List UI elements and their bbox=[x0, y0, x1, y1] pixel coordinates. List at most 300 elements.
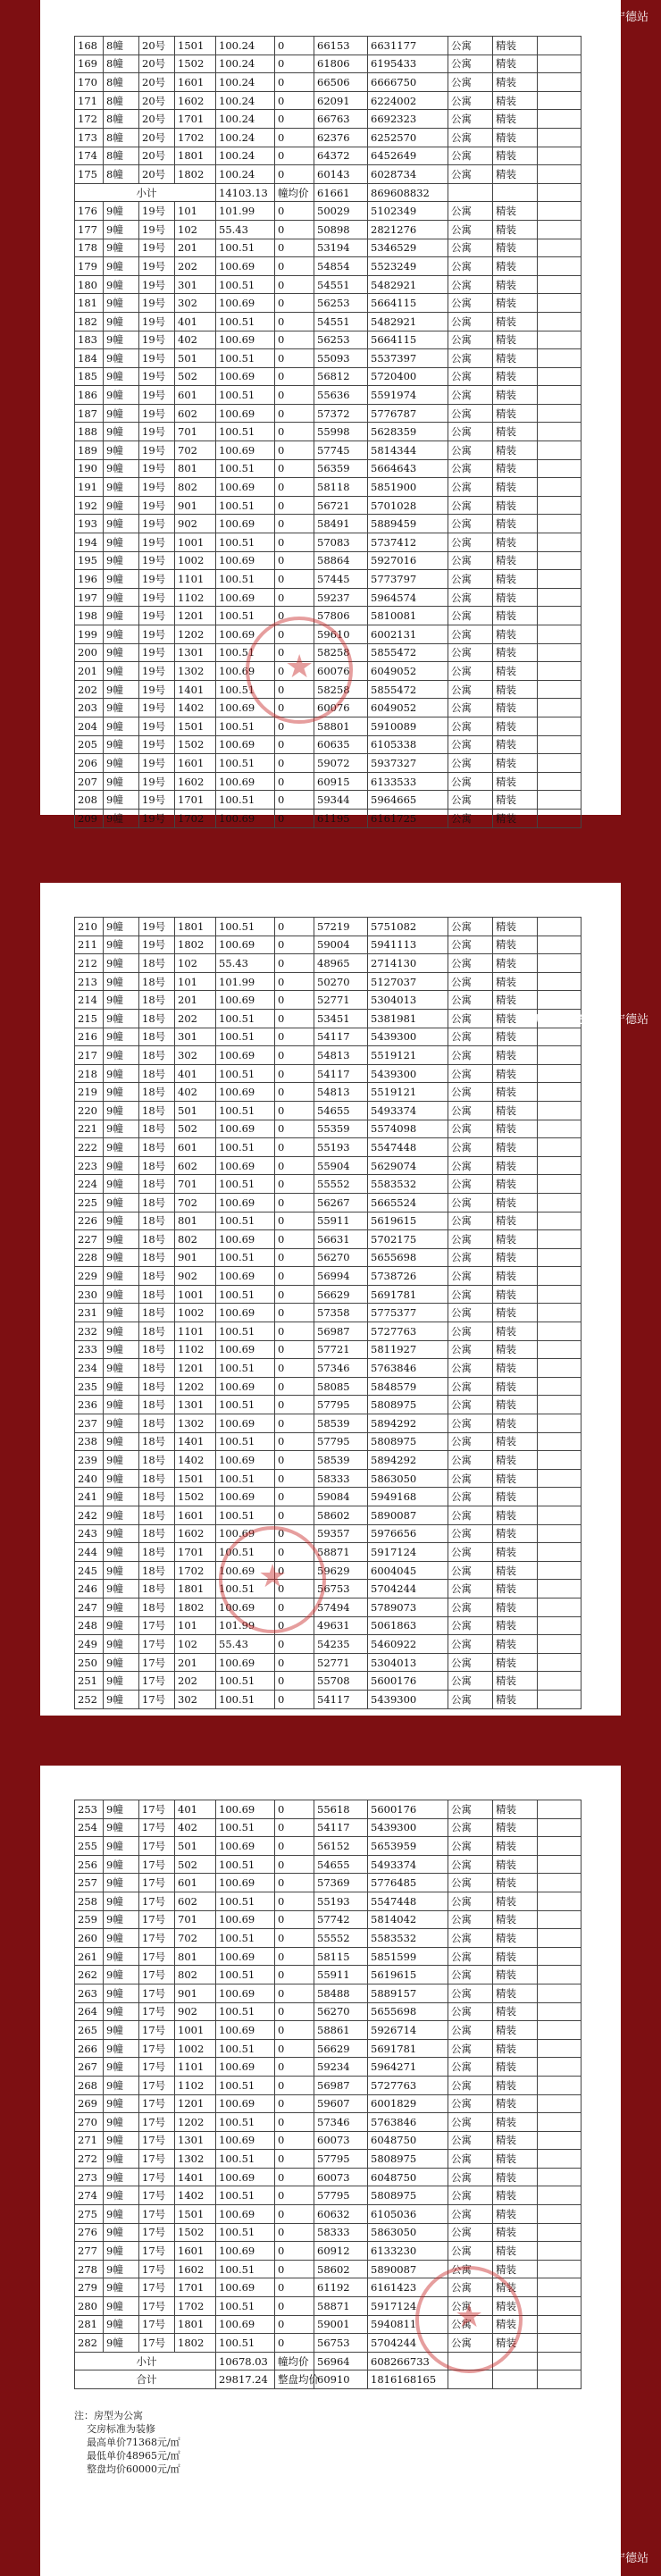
table-cell: 280 bbox=[75, 2297, 104, 2316]
table-cell: 5808975 bbox=[368, 2150, 448, 2169]
table-cell: 59072 bbox=[314, 754, 368, 773]
table-cell: 18号 bbox=[139, 1120, 175, 1138]
table-cell: 55998 bbox=[314, 423, 368, 441]
table-cell: 18号 bbox=[139, 1506, 175, 1525]
table-cell: 0 bbox=[275, 1892, 314, 1910]
table-cell: 18号 bbox=[139, 1340, 175, 1359]
table-row bbox=[75, 1175, 582, 1194]
table-cell: 精装 bbox=[493, 1359, 538, 1378]
table-cell bbox=[538, 1929, 582, 1948]
table-cell: 66153 bbox=[314, 37, 368, 55]
table-cell: 精装 bbox=[493, 1488, 538, 1506]
table-row bbox=[75, 1009, 582, 1028]
table-cell: 5519121 bbox=[368, 1046, 448, 1065]
table-cell: 0 bbox=[275, 1653, 314, 1672]
table-cell: 18号 bbox=[139, 1543, 175, 1562]
table-cell: 0 bbox=[275, 809, 314, 827]
table-cell: 100.69 bbox=[216, 1046, 275, 1065]
table-cell: 0 bbox=[275, 2168, 314, 2186]
table-cell: 9幢 bbox=[104, 2150, 139, 2169]
table-cell: 100.51 bbox=[216, 1672, 275, 1691]
table-cell bbox=[538, 772, 582, 791]
table-cell: 0 bbox=[275, 954, 314, 973]
table-cell: 公寓 bbox=[448, 1488, 493, 1506]
table-cell: 1802 bbox=[175, 2334, 216, 2353]
table-cell bbox=[538, 2205, 582, 2224]
table-cell bbox=[538, 2150, 582, 2169]
table-cell: 100.24 bbox=[216, 37, 275, 55]
table-cell: 1002 bbox=[175, 1304, 216, 1322]
table-cell: 公寓 bbox=[448, 1212, 493, 1230]
table-cell: 100.69 bbox=[216, 2021, 275, 2040]
table-cell: 0 bbox=[275, 1248, 314, 1267]
table-cell: 100.51 bbox=[216, 717, 275, 735]
table-cell: 208 bbox=[75, 791, 104, 810]
table-row bbox=[75, 147, 582, 165]
table-cell: 公寓 bbox=[448, 1451, 493, 1470]
table-cell: 100.69 bbox=[216, 2315, 275, 2334]
table-cell: 精装 bbox=[493, 1855, 538, 1874]
table-cell: 0 bbox=[275, 2278, 314, 2297]
table-cell: 196 bbox=[75, 570, 104, 589]
table-cell: 54655 bbox=[314, 1855, 368, 1874]
table-cell: 精装 bbox=[493, 128, 538, 147]
table-cell: 5720400 bbox=[368, 367, 448, 386]
table-cell: 1601 bbox=[175, 754, 216, 773]
table-cell: 58118 bbox=[314, 478, 368, 497]
table-cell: 55904 bbox=[314, 1156, 368, 1175]
table-row bbox=[75, 791, 582, 810]
table-cell: 9幢 bbox=[104, 607, 139, 625]
table-cell: 0 bbox=[275, 386, 314, 405]
table-cell: 57721 bbox=[314, 1340, 368, 1359]
table-cell: 0 bbox=[275, 257, 314, 276]
table-cell: 100.69 bbox=[216, 1267, 275, 1286]
table-cell: 18号 bbox=[139, 1432, 175, 1451]
table-cell: 精装 bbox=[493, 515, 538, 533]
table-cell: 100.69 bbox=[216, 1304, 275, 1322]
subtotal-avg-label: 幢均价 bbox=[275, 2352, 314, 2370]
table-cell: 100.51 bbox=[216, 386, 275, 405]
table-cell: 1301 bbox=[175, 1396, 216, 1414]
table-cell: 19号 bbox=[139, 257, 175, 276]
table-cell: 9幢 bbox=[104, 1653, 139, 1672]
table-cell: 0 bbox=[275, 1543, 314, 1562]
table-cell: 公寓 bbox=[448, 717, 493, 735]
table-cell: 公寓 bbox=[448, 1635, 493, 1654]
table-cell: 100.51 bbox=[216, 2260, 275, 2278]
table-cell: 0 bbox=[275, 1580, 314, 1598]
table-cell: 66506 bbox=[314, 73, 368, 92]
table-cell: 0 bbox=[275, 55, 314, 73]
table-cell: 54813 bbox=[314, 1083, 368, 1102]
table-cell: 5808975 bbox=[368, 1432, 448, 1451]
table-cell: 公寓 bbox=[448, 662, 493, 681]
table-cell: 602 bbox=[175, 1156, 216, 1175]
table-cell: 0 bbox=[275, 551, 314, 570]
table-cell: 901 bbox=[175, 1248, 216, 1267]
table-cell: 精装 bbox=[493, 1340, 538, 1359]
table-cell: 54813 bbox=[314, 1046, 368, 1065]
table-cell: 精装 bbox=[493, 220, 538, 239]
table-cell bbox=[538, 2334, 582, 2353]
table-cell: 18号 bbox=[139, 1028, 175, 1046]
table-cell: 58488 bbox=[314, 1984, 368, 2002]
table-cell: 183 bbox=[75, 331, 104, 349]
table-cell: 5810081 bbox=[368, 607, 448, 625]
table-cell: 5917124 bbox=[368, 1543, 448, 1562]
table-cell: 54117 bbox=[314, 1064, 368, 1083]
table-cell: 502 bbox=[175, 1855, 216, 1874]
table-cell: 57346 bbox=[314, 1359, 368, 1378]
table-cell: 1801 bbox=[175, 147, 216, 165]
subtotal-label: 小计 bbox=[75, 183, 216, 202]
table-cell: 702 bbox=[175, 1193, 216, 1212]
table-cell: 100.51 bbox=[216, 1009, 275, 1028]
table-cell: 6048750 bbox=[368, 2131, 448, 2150]
table-row bbox=[75, 73, 582, 92]
table-cell: 184 bbox=[75, 349, 104, 368]
table-cell: 6133533 bbox=[368, 772, 448, 791]
table-cell: 19号 bbox=[139, 918, 175, 936]
table-cell: 100.69 bbox=[216, 1653, 275, 1672]
table-cell: 18号 bbox=[139, 1285, 175, 1304]
table-cell: 0 bbox=[275, 220, 314, 239]
table-cell: 精装 bbox=[493, 2058, 538, 2077]
table-cell: 1602 bbox=[175, 772, 216, 791]
table-row bbox=[75, 2113, 582, 2132]
table-cell: 100.51 bbox=[216, 533, 275, 552]
table-cell: 1601 bbox=[175, 73, 216, 92]
table-cell: 267 bbox=[75, 2058, 104, 2077]
table-cell: 9幢 bbox=[104, 2223, 139, 2242]
table-cell: 601 bbox=[175, 1874, 216, 1892]
table-cell: 102 bbox=[175, 1635, 216, 1654]
table-cell: 公寓 bbox=[448, 2094, 493, 2113]
table-cell: 5664643 bbox=[368, 459, 448, 478]
table-cell bbox=[538, 239, 582, 257]
table-cell bbox=[538, 625, 582, 644]
table-cell: 56987 bbox=[314, 2076, 368, 2094]
table-cell: 1101 bbox=[175, 2058, 216, 2077]
table-cell: 17号 bbox=[139, 2242, 175, 2261]
table-cell: 50270 bbox=[314, 972, 368, 991]
table-cell: 17号 bbox=[139, 1892, 175, 1910]
table-cell: 187 bbox=[75, 404, 104, 423]
table-cell: 501 bbox=[175, 1101, 216, 1120]
table-cell: 公寓 bbox=[448, 607, 493, 625]
table-cell: 56152 bbox=[314, 1837, 368, 1856]
table-cell: 5482921 bbox=[368, 275, 448, 294]
table-cell: 200 bbox=[75, 643, 104, 662]
table-cell: 209 bbox=[75, 809, 104, 827]
table-cell: 0 bbox=[275, 2039, 314, 2058]
table-cell: 19号 bbox=[139, 809, 175, 827]
table-cell: 17号 bbox=[139, 2168, 175, 2186]
table-cell: 9幢 bbox=[104, 1414, 139, 1433]
table-cell: 9幢 bbox=[104, 1966, 139, 1984]
table-cell: 精装 bbox=[493, 2278, 538, 2297]
table-cell: 精装 bbox=[493, 791, 538, 810]
table-cell: 100.51 bbox=[216, 1285, 275, 1304]
table-cell: 100.69 bbox=[216, 1488, 275, 1506]
table-row bbox=[75, 386, 582, 405]
table-cell: 公寓 bbox=[448, 991, 493, 1010]
table-cell bbox=[538, 1598, 582, 1616]
subtotal-avg: 56964 bbox=[314, 2352, 368, 2370]
table-cell: 1301 bbox=[175, 2131, 216, 2150]
table-cell: 0 bbox=[275, 1064, 314, 1083]
table-row bbox=[75, 1874, 582, 1892]
table-cell: 0 bbox=[275, 1359, 314, 1378]
table-cell: 100.51 bbox=[216, 2223, 275, 2242]
table-cell: 100.51 bbox=[216, 312, 275, 331]
table-cell: 57806 bbox=[314, 607, 368, 625]
table-cell: 5653959 bbox=[368, 1837, 448, 1856]
table-cell: 1001 bbox=[175, 2021, 216, 2040]
table-cell: 1702 bbox=[175, 1561, 216, 1580]
table-cell: 55193 bbox=[314, 1892, 368, 1910]
table-cell: 1702 bbox=[175, 809, 216, 827]
table-row bbox=[75, 1469, 582, 1488]
table-cell: 精装 bbox=[493, 257, 538, 276]
table-cell: 5894292 bbox=[368, 1414, 448, 1433]
table-cell: 100.69 bbox=[216, 588, 275, 607]
table-cell: 58871 bbox=[314, 2297, 368, 2316]
table-cell bbox=[538, 367, 582, 386]
document-page-2 bbox=[40, 883, 621, 1716]
table-cell: 1801 bbox=[175, 1580, 216, 1598]
table-cell bbox=[538, 1138, 582, 1157]
table-cell: 100.51 bbox=[216, 570, 275, 589]
table-cell: 60076 bbox=[314, 662, 368, 681]
table-cell: 5665524 bbox=[368, 1193, 448, 1212]
table-cell: 1502 bbox=[175, 735, 216, 754]
table-cell: 公寓 bbox=[448, 643, 493, 662]
table-row bbox=[75, 772, 582, 791]
table-cell: 0 bbox=[275, 918, 314, 936]
table-cell: 0 bbox=[275, 515, 314, 533]
table-cell: 9幢 bbox=[104, 1837, 139, 1856]
table-cell: 178 bbox=[75, 239, 104, 257]
table-cell: 9幢 bbox=[104, 1855, 139, 1874]
subtotal-label: 小计 bbox=[75, 2352, 216, 2370]
table-cell: 100.69 bbox=[216, 2131, 275, 2150]
table-cell: 精装 bbox=[493, 680, 538, 699]
table-cell: 100.69 bbox=[216, 1598, 275, 1616]
table-cell: 1301 bbox=[175, 643, 216, 662]
table-cell: 精装 bbox=[493, 1083, 538, 1102]
table-cell: 19号 bbox=[139, 588, 175, 607]
table-cell: 168 bbox=[75, 37, 104, 55]
table-cell: 0 bbox=[275, 607, 314, 625]
table-cell: 100.69 bbox=[216, 1340, 275, 1359]
table-cell: 精装 bbox=[493, 2205, 538, 2224]
table-cell: 701 bbox=[175, 423, 216, 441]
table-cell: 100.51 bbox=[216, 1175, 275, 1194]
table-cell: 2821276 bbox=[368, 220, 448, 239]
table-cell: 100.51 bbox=[216, 2076, 275, 2094]
table-cell: 20号 bbox=[139, 147, 175, 165]
table-cell: 193 bbox=[75, 515, 104, 533]
table-cell: 18号 bbox=[139, 1138, 175, 1157]
table-cell: 58258 bbox=[314, 643, 368, 662]
table-cell: 9幢 bbox=[104, 367, 139, 386]
table-row bbox=[75, 367, 582, 386]
table-cell: 5763846 bbox=[368, 1359, 448, 1378]
table-cell: 6105338 bbox=[368, 735, 448, 754]
table-cell: 100.69 bbox=[216, 331, 275, 349]
table-cell bbox=[538, 662, 582, 681]
table-cell: 58491 bbox=[314, 515, 368, 533]
table-cell: 0 bbox=[275, 165, 314, 184]
table-cell: 263 bbox=[75, 1984, 104, 2002]
table-cell: 公寓 bbox=[448, 1506, 493, 1525]
table-cell: 57494 bbox=[314, 1598, 368, 1616]
table-cell: 精装 bbox=[493, 991, 538, 1010]
table-cell: 公寓 bbox=[448, 331, 493, 349]
table-cell: 公寓 bbox=[448, 1690, 493, 1708]
table-row bbox=[75, 2186, 582, 2205]
table-cell: 8幢 bbox=[104, 165, 139, 184]
table-cell: 公寓 bbox=[448, 1396, 493, 1414]
table-cell: 59357 bbox=[314, 1524, 368, 1543]
table-cell: 56629 bbox=[314, 1285, 368, 1304]
table-cell: 精装 bbox=[493, 496, 538, 515]
table-cell: 1402 bbox=[175, 2186, 216, 2205]
table-cell: 精装 bbox=[493, 1101, 538, 1120]
table-cell: 237 bbox=[75, 1414, 104, 1433]
table-cell bbox=[538, 1506, 582, 1525]
table-cell: 1801 bbox=[175, 918, 216, 936]
table-cell: 100.51 bbox=[216, 1818, 275, 1837]
table-cell: 0 bbox=[275, 2002, 314, 2021]
table-cell: 5493374 bbox=[368, 1101, 448, 1120]
table-cell: 201 bbox=[175, 239, 216, 257]
table-cell: 64372 bbox=[314, 147, 368, 165]
table-cell: 0 bbox=[275, 1009, 314, 1028]
table-cell: 0 bbox=[275, 91, 314, 110]
table-cell: 5941113 bbox=[368, 936, 448, 954]
table-cell bbox=[538, 1414, 582, 1433]
table-cell: 0 bbox=[275, 1947, 314, 1966]
table-cell: 0 bbox=[275, 404, 314, 423]
table-cell: 100.24 bbox=[216, 91, 275, 110]
table-cell: 9幢 bbox=[104, 1929, 139, 1948]
table-cell: 精装 bbox=[493, 2002, 538, 2021]
table-cell: 0 bbox=[275, 1837, 314, 1856]
table-cell: 9幢 bbox=[104, 1322, 139, 1341]
table-cell bbox=[538, 735, 582, 754]
table-cell: 公寓 bbox=[448, 1285, 493, 1304]
table-cell: 精装 bbox=[493, 625, 538, 644]
table-cell: 0 bbox=[275, 1874, 314, 1892]
table-cell: 0 bbox=[275, 2242, 314, 2261]
table-cell: 公寓 bbox=[448, 1837, 493, 1856]
table-cell: 100.69 bbox=[216, 1524, 275, 1543]
table-cell: 9幢 bbox=[104, 551, 139, 570]
table-cell: 5964574 bbox=[368, 588, 448, 607]
table-cell: 9幢 bbox=[104, 754, 139, 773]
table-cell: 100.69 bbox=[216, 699, 275, 717]
table-row bbox=[75, 1947, 582, 1966]
table-cell: 100.51 bbox=[216, 349, 275, 368]
table-cell: 公寓 bbox=[448, 2021, 493, 2040]
table-cell: 258 bbox=[75, 1892, 104, 1910]
table-cell: 5949168 bbox=[368, 1488, 448, 1506]
table-cell: 0 bbox=[275, 1267, 314, 1286]
table-row bbox=[75, 2150, 582, 2169]
table-cell: 100.69 bbox=[216, 1837, 275, 1856]
table-cell: 18号 bbox=[139, 1009, 175, 1028]
table-cell: 60632 bbox=[314, 2205, 368, 2224]
table-cell: 18号 bbox=[139, 1267, 175, 1286]
table-row bbox=[75, 972, 582, 991]
table-cell: 226 bbox=[75, 1212, 104, 1230]
table-cell: 5519121 bbox=[368, 1083, 448, 1102]
table-cell: 9幢 bbox=[104, 1892, 139, 1910]
table-cell: 5851599 bbox=[368, 1947, 448, 1966]
table-cell: 401 bbox=[175, 312, 216, 331]
table-cell: 174 bbox=[75, 147, 104, 165]
table-row bbox=[75, 404, 582, 423]
table-cell bbox=[538, 2002, 582, 2021]
table-cell: 19号 bbox=[139, 496, 175, 515]
table-cell: 9幢 bbox=[104, 2168, 139, 2186]
table-cell: 18号 bbox=[139, 1598, 175, 1616]
table-cell: 9幢 bbox=[104, 1009, 139, 1028]
table-cell: 精装 bbox=[493, 2223, 538, 2242]
table-cell: 5439300 bbox=[368, 1690, 448, 1708]
table-cell: 8幢 bbox=[104, 91, 139, 110]
table-cell: 9幢 bbox=[104, 441, 139, 460]
table-cell: 100.69 bbox=[216, 2168, 275, 2186]
table-cell: 19号 bbox=[139, 441, 175, 460]
table-cell: 19号 bbox=[139, 699, 175, 717]
table-row bbox=[75, 1322, 582, 1341]
notes bbox=[74, 2409, 621, 2476]
table-cell bbox=[538, 2058, 582, 2077]
table-cell bbox=[538, 1377, 582, 1396]
table-cell: 101.99 bbox=[216, 972, 275, 991]
table-row bbox=[75, 2076, 582, 2094]
table-cell: 8幢 bbox=[104, 147, 139, 165]
table-cell: 100.69 bbox=[216, 515, 275, 533]
table-cell bbox=[538, 331, 582, 349]
table-cell: 公寓 bbox=[448, 1984, 493, 2002]
table-row bbox=[75, 2094, 582, 2113]
table-cell: 18号 bbox=[139, 954, 175, 973]
table-row bbox=[75, 1818, 582, 1837]
table-cell: 502 bbox=[175, 367, 216, 386]
table-cell: 18号 bbox=[139, 1414, 175, 1433]
table-cell: 18号 bbox=[139, 1064, 175, 1083]
table-cell: 0 bbox=[275, 699, 314, 717]
table-cell: 精装 bbox=[493, 386, 538, 405]
table-cell: 1701 bbox=[175, 110, 216, 129]
table-cell: 0 bbox=[275, 2094, 314, 2113]
table-row bbox=[75, 1138, 582, 1157]
table-cell: 17号 bbox=[139, 2150, 175, 2169]
table-row bbox=[75, 459, 582, 478]
table-cell: 235 bbox=[75, 1377, 104, 1396]
table-cell: 公寓 bbox=[448, 349, 493, 368]
table-cell: 5304013 bbox=[368, 991, 448, 1010]
table-cell: 0 bbox=[275, 37, 314, 55]
table-cell: 17号 bbox=[139, 2021, 175, 2040]
table-cell: 5889157 bbox=[368, 1984, 448, 2002]
table-cell: 801 bbox=[175, 1212, 216, 1230]
